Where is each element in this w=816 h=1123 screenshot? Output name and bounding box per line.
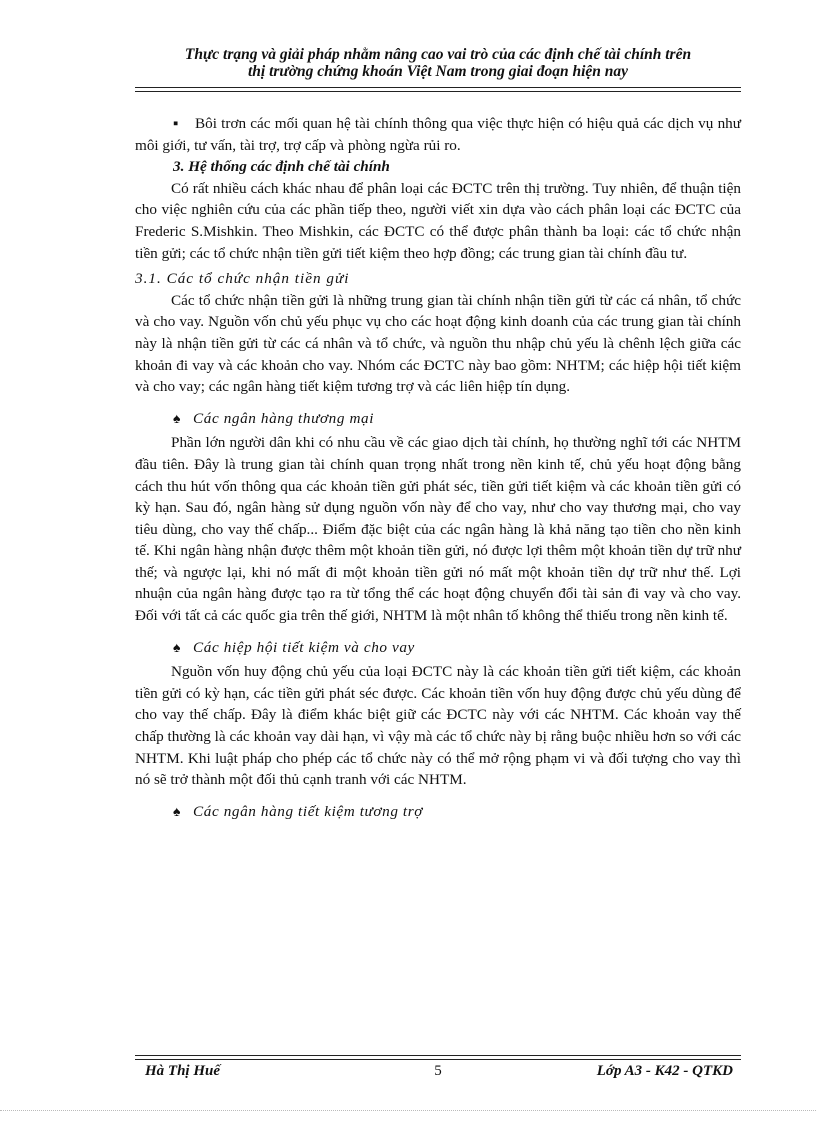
- footer-class: Lớp A3 - K42 - QTKD: [596, 1063, 733, 1079]
- footer-rule-bottom: [135, 1059, 741, 1060]
- spade-icon: ♠: [173, 804, 182, 820]
- heading-text: Các ngân hàng thương mại: [193, 409, 375, 427]
- heading-text: Các ngân hàng tiết kiệm tương trợ: [193, 802, 423, 820]
- paragraph-3: Phần lớn người dân khi có nhu cầu về các giao dịch tài chính, họ thường nghĩ tới các NHTM đầu tiên. Đây là trung gian tài chính quan trọng nhất trong nền kinh tế, chủ yếu hoạt động bằng cách thu hút vốn thông qua các khoản tiền gửi phát séc, tiền gửi tiết kiệm và các khoản tiền gửi có kỳ hạn. Sau đó, ngân hàng sử dụng nguồn vốn này để cho vay, như cho vay thương mại, cho vay tiêu dùng, cho vay thế chấp... Điểm đặc biệt của các ngân hàng là khả năng tạo tiền cho nền kinh tế. Khi ngân hàng nhận được thêm một khoản tiền gửi, nó được lợi thêm một khoản tiền dự trữ như thế; và ngược lại, khi nó mất đi một khoản tiền gửi nó mất một khoản tiền dự trữ như thế. Lợi nhuận của ngân hàng được tạo ra từ tổng thể các hoạt động chuyển đổi tài sản đi vay và cho vay. Đối với tất cả các quốc gia trên thế giới, NHTM là một nhân tố không thể thiếu trong nền kinh tế.: [135, 434, 741, 625]
- document-body: [135, 113, 741, 825]
- paragraph-1: Có rất nhiều cách khác nhau để phân loại các ĐCTC trên thị trường. Tuy nhiên, để thuận tiện cho việc nghiên cứu của các phần tiếp theo, người viết xin dựa vào cách phân loại các ĐCTC của Frederic S.Mishkin. Theo Mishkin, các ĐCTC có thể được phân thành ba loại: các tổ chức nhận tiền gửi; các tổ chức nhận tiền gửi tiết kiệm theo hợp đồng; các trung gian tài chính đầu tư.: [135, 179, 741, 262]
- footer-author: Hà Thị Huế: [145, 1063, 221, 1079]
- section-heading-3: 3. Hệ thống các định chế tài chính: [173, 158, 390, 176]
- heading-commercial-banks: [135, 408, 741, 431]
- heading-mutual-savings-banks: [135, 801, 741, 824]
- header-line-1: Thực trạng và giải pháp nhằm nâng cao vai trò của các định chế tài chính trên: [184, 46, 692, 63]
- running-header: [135, 46, 741, 80]
- page-number: 5: [434, 1063, 442, 1079]
- footer-rule-top: [135, 1055, 741, 1056]
- bullet-item: [135, 113, 741, 156]
- heading-text: Các hiệp hội tiết kiệm và cho vay: [193, 638, 415, 656]
- header-line-2: thị trường chứng khoán Việt Nam trong giai đoạn hiện nay: [247, 63, 629, 80]
- bullet-square-icon: ▪: [173, 115, 179, 132]
- subsection-heading-3-1: 3.1. Các tổ chức nhận tiền gửi: [135, 270, 350, 288]
- heading-savings-loan-associations: [135, 637, 741, 660]
- paragraph-4: Nguồn vốn huy động chủ yếu của loại ĐCTC này là các khoản tiền gửi tiết kiệm, các khoản tiền gửi có kỳ hạn, các tiền gửi phát séc được. Các khoản tiền vốn huy động được chủ yếu dùng để cho vay thế chấp. Đây là điểm khác biệt giữ các ĐCTC này với các NHTM. Các khoản vay thế chấp thường là các khoản vay dài hạn, vì vậy mà các tổ chức này bị rằng buộc nhiều hơn so với các NHTM. Khi luật pháp cho phép các tổ chức này có thể mở rộng phạm vi và đối tượng cho vay thì nó sẽ trở thành một đối thủ cạnh tranh với các NHTM.: [135, 663, 741, 789]
- spade-icon: ♠: [173, 640, 182, 656]
- header-rule-top: [135, 87, 741, 88]
- bullet-text: Bôi trơn các mối quan hệ tài chính thông qua việc thực hiện có hiệu quả các dịch vụ như môi giới, tư vấn, tài trợ, trợ cấp và phòng ngừa rủi ro.: [135, 115, 741, 154]
- spade-icon: ♠: [173, 411, 182, 427]
- page-edge-divider: [0, 1110, 816, 1111]
- paragraph-2: Các tổ chức nhận tiền gửi là những trung gian tài chính nhận tiền gửi từ các cá nhân, tổ chức và cho vay. Nguồn vốn chủ yếu phục vụ cho các hoạt động kinh doanh của các trung gian tài chính này là nhận tiền gửi từ các cá nhân và tổ chức, và nguồn thu nhập chủ yếu là chênh lệch giữa các khoản đi vay và các khoản cho vay. Nhóm các ĐCTC này bao gồm: NHTM; các hiệp hội tiết kiệm và cho vay; các ngân hàng tiết kiệm tương trợ và các liên hiệp tín dụng.: [135, 291, 741, 396]
- header-rule-bottom: [135, 91, 741, 92]
